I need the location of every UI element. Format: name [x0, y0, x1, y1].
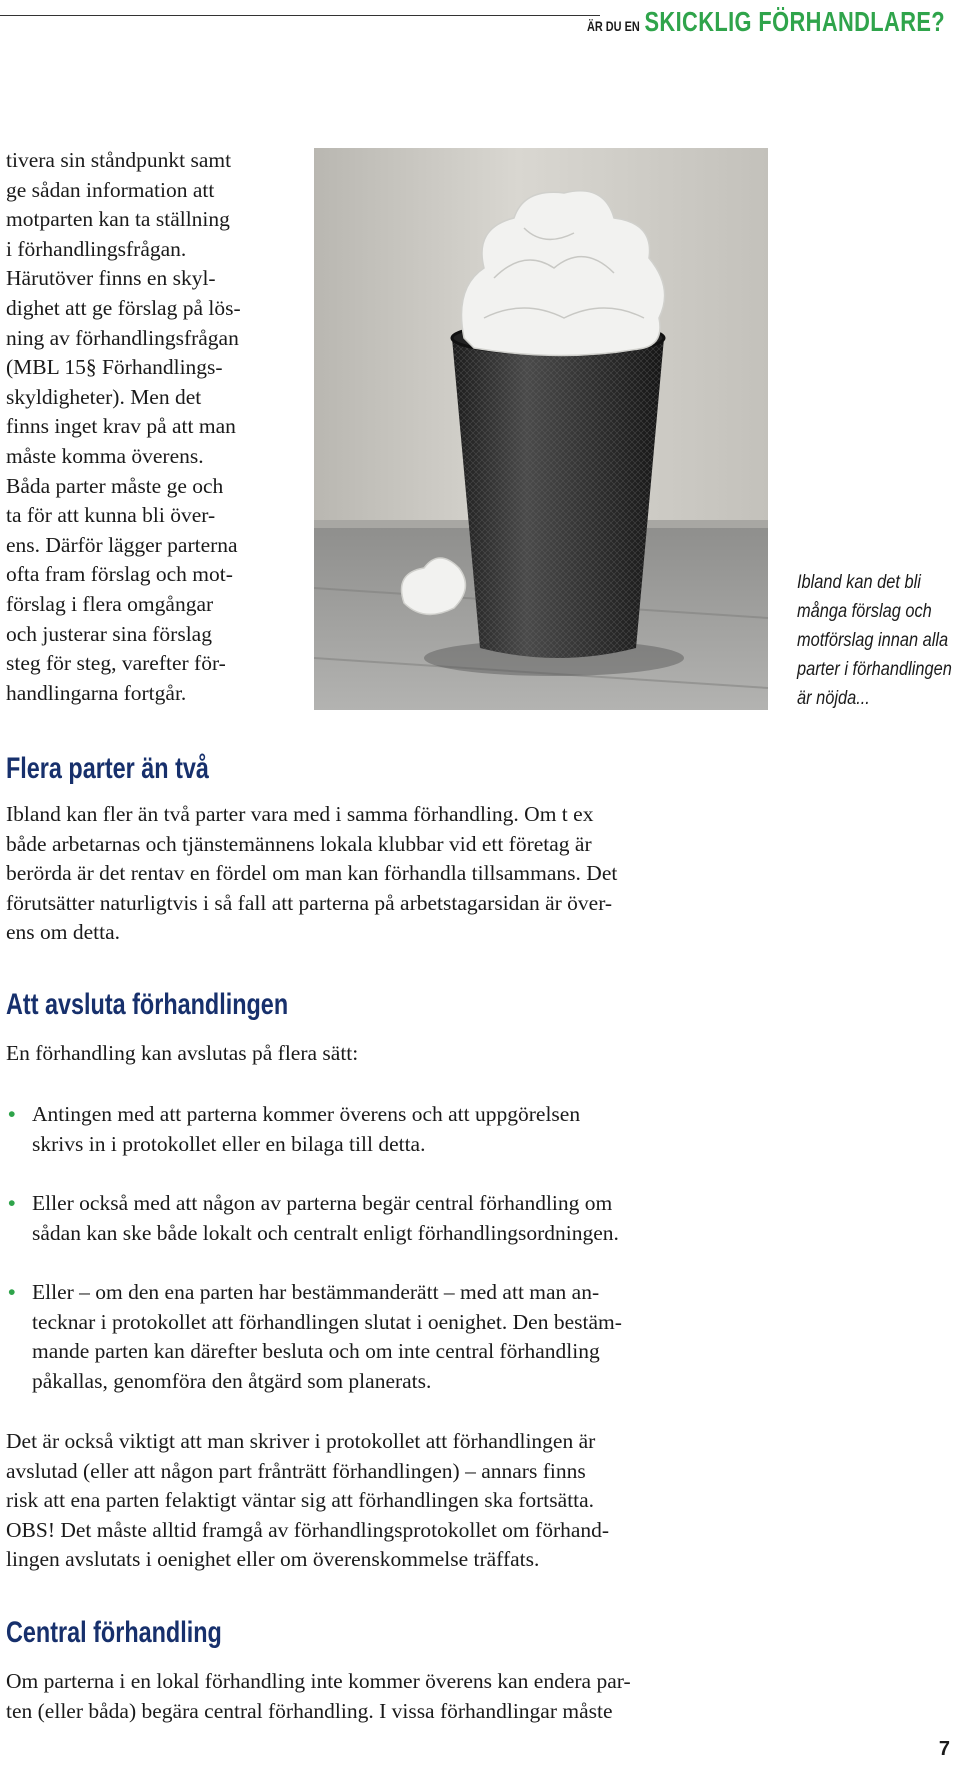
page-number: 7 — [938, 1738, 950, 1760]
caption-line: Ibland kan det bli — [797, 571, 921, 593]
intro-line: handlingarna fortgår. — [6, 680, 187, 705]
paragraph-line: lingen avslutats i oenighet eller om överenskommelse träffats. — [6, 1547, 540, 1572]
caption-line: många förslag och — [797, 600, 932, 622]
paragraph-multiple-parties — [6, 800, 766, 948]
intro-line: ning av förhandlingsfrågan — [6, 325, 239, 350]
list-item-line: Eller – om den ena parten har bestämmanderätt – med att man an- — [32, 1280, 600, 1304]
ending-options-list — [6, 1100, 766, 1159]
header-rule — [0, 15, 600, 16]
intro-line: måste komma överens. — [6, 443, 204, 468]
ending-options-list — [6, 1189, 766, 1248]
heading-ending-negotiation: Att avsluta förhandlingen — [6, 988, 289, 1021]
paragraph-line: förutsätter naturligtvis i så fall att parterna på arbetstagarsidan är över- — [6, 890, 613, 915]
paragraph-line: OBS! Det måste alltid framgå av förhandlingsprotokollet om förhand- — [6, 1517, 610, 1542]
intro-line: ge sådan information att — [6, 177, 215, 202]
paragraph-ending-intro: En förhandling kan avslutas på flera sätt: — [6, 1041, 359, 1065]
heading-central-negotiation: Central förhandling — [6, 1616, 222, 1649]
intro-line: tivera sin ståndpunkt samt — [6, 148, 232, 172]
photo-caption — [797, 568, 960, 713]
paragraph-line: Det är också viktigt att man skriver i protokollet att förhandlingen är — [6, 1429, 596, 1453]
intro-line: (MBL 15§ Förhandlings- — [6, 355, 223, 380]
caption-line: motförslag innan alla — [797, 629, 949, 651]
intro-line: dighet att ge förslag på lös- — [6, 295, 241, 320]
intro-line: ofta fram förslag och mot- — [6, 562, 233, 587]
intro-line: förslag i flera omgångar — [6, 591, 214, 616]
list-item-line: sådan kan ske både lokalt och centralt enligt förhandlingsordningen. — [32, 1220, 619, 1245]
bullet-icon: • — [8, 1191, 16, 1215]
intro-line: finns inget krav på att man — [6, 414, 236, 439]
intro-line: ta för att kunna bli över- — [6, 503, 216, 528]
heading-multiple-parties: Flera parter än två — [6, 752, 209, 785]
list-item-line: mande parten kan därefter besluta och om inte central förhandling — [32, 1339, 600, 1364]
list-item-line: tecknar i protokollet att förhandlingen slutat i oenighet. Den bestäm- — [32, 1309, 622, 1334]
list-item-line: Eller också med att någon av parterna begär central förhandling om — [32, 1191, 613, 1215]
list-item — [6, 1278, 766, 1396]
running-header-prefix: ÄR DU EN — [586, 18, 640, 34]
running-header-title: SKICKLIG FÖRHANDLARE? — [644, 6, 945, 37]
list-item — [6, 1189, 766, 1248]
paragraph-line: berörda är det rentav en fördel om man kan förhandla tillsammans. Det — [6, 861, 618, 886]
wastebasket-photo — [314, 148, 768, 710]
caption-line: är nöjda... — [797, 687, 870, 709]
caption-line: parter i förhandlingen — [797, 658, 952, 680]
intro-line: Härutöver finns en skyl- — [6, 266, 216, 291]
intro-line: och justerar sina förslag — [6, 621, 212, 646]
wastebasket-illustration — [314, 148, 768, 710]
intro-line: skyldigheter). Men det — [6, 384, 202, 409]
intro-line: Båda parter måste ge och — [6, 473, 224, 498]
intro-line: motparten kan ta ställning — [6, 207, 230, 232]
paragraph-line: ten (eller båda) begära central förhandling. I vissa förhandlingar måste — [6, 1698, 613, 1723]
list-item-line: Antingen med att parterna kommer överens och att uppgörelsen — [32, 1102, 581, 1126]
intro-line: steg för steg, varefter för- — [6, 651, 226, 676]
list-item — [6, 1100, 766, 1159]
paragraph-line: Ibland kan fler än två parter vara med i samma förhandling. Om t ex — [6, 802, 594, 826]
paragraph-line: både arbetarnas och tjänstemännens lokala klubbar vid ett företag är — [6, 831, 592, 856]
paragraph-line: risk att ena parten felaktigt väntar sig att förhandlingen ska fortsätta. — [6, 1488, 595, 1513]
paragraph-central-negotiation — [6, 1667, 766, 1726]
ending-options-list — [6, 1278, 766, 1396]
paragraph-line: avslutad (eller att någon part frånträtt förhandlingen) – annars finns — [6, 1458, 586, 1483]
bullet-icon: • — [8, 1280, 16, 1304]
paragraph-line: Om parterna i en lokal förhandling inte kommer överens kan endera par- — [6, 1669, 631, 1693]
running-header — [587, 6, 945, 38]
intro-line: ens. Därför lägger parterna — [6, 532, 238, 557]
paragraph-ending-closing — [6, 1427, 766, 1575]
bullet-icon: • — [8, 1102, 16, 1126]
intro-line: i förhandlingsfrågan. — [6, 236, 187, 261]
list-item-line: skrivs in i protokollet eller en bilaga till detta. — [32, 1131, 426, 1156]
list-item-line: påkallas, genomföra den åtgärd som planerats. — [32, 1368, 432, 1393]
intro-column — [6, 146, 306, 708]
paragraph-line: ens om detta. — [6, 920, 121, 945]
